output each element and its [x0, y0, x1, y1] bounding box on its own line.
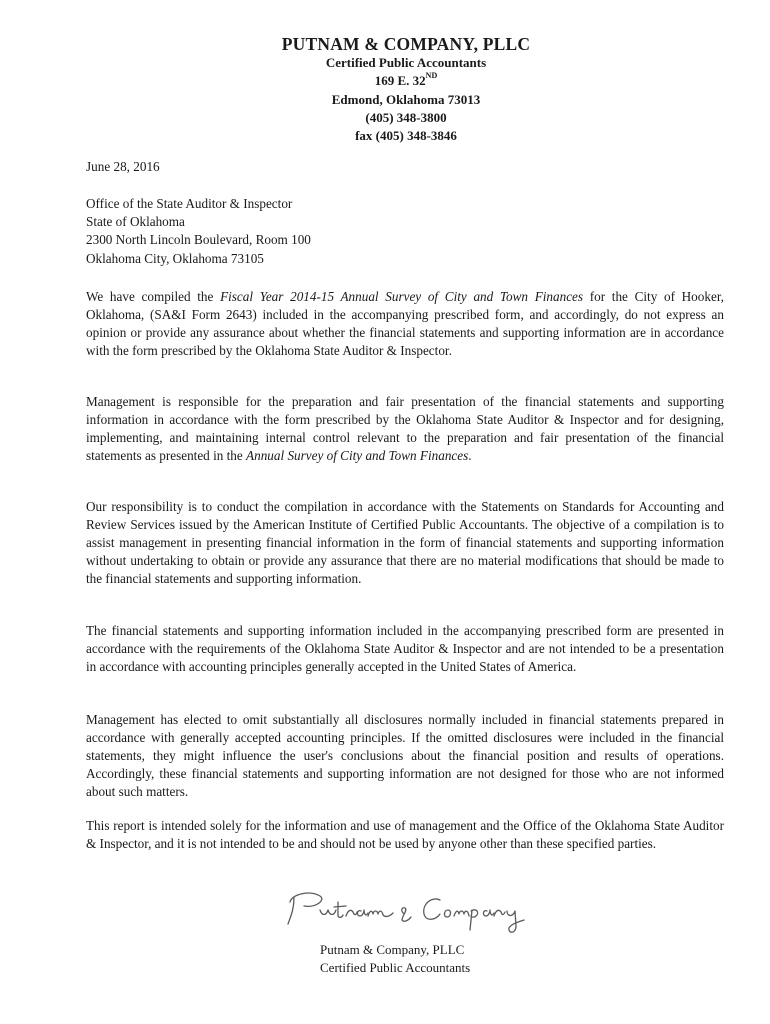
- street-number: 169 E. 32: [374, 73, 426, 89]
- firm-subtitle: Certified Public Accountants: [325, 55, 487, 70]
- paragraph-our-responsibility: Our responsibility is to conduct the compilation in accordance with the Statements on Standards for Accounting and Review Services issued by the American Institute of Certified Public Accountants. The objective of a compilation is to assist management in presenting financial information in the form of financial statements and supporting information without undertaking to obtain or provide any assurance that there are no material modifications that should be made to the financial statements and supporting information.: [86, 499, 724, 587]
- recipient-line-3: 2300 North Lincoln Boulevard, Room 100: [86, 232, 311, 248]
- p2-text-a: Management is responsible for the preparation and fair presentation of the financial statements and supporting information in accordance with the form prescribed by the Oklahoma State Auditor & Inspector and for designing, implementing, and maintaining internal control relevant to the preparation and fair presentation of the financial statements as presented in the: [86, 394, 724, 464]
- p2-text-b: .: [468, 448, 472, 464]
- firm-name: PUTNAM & COMPANY, PLLC: [281, 34, 531, 54]
- paragraph-management-responsibility: [86, 393, 724, 465]
- closing-block: [320, 941, 470, 977]
- p1-survey-title: Fiscal Year 2014-15 Annual Survey of City and Town Finances: [220, 289, 584, 304]
- firm-phone: (405) 348-3800: [365, 109, 447, 125]
- handwritten-signature: [280, 880, 550, 948]
- p1-text-b: for the City of Hooker, Oklahoma, (SA&I Form 2643) included in the accompanying prescribed form, and accordingly, do not express an opinion or provide any assurance about whether the financial statements and supporting information are in accordance with the form prescribed by the Oklahoma State Auditor & Inspector.: [86, 289, 724, 359]
- p1-text-a: We have compiled the: [86, 289, 221, 304]
- paragraph-intended-use: This report is intended solely for the information and use of management and the Office of the Oklahoma State Auditor & Inspector, and it is not intended to be and should not be used by anyone other than these specified parties.: [86, 818, 724, 852]
- closing-firm-name: Putnam & Company, PLLC: [320, 942, 465, 957]
- paragraph-disclosures: Management has elected to omit substantially all disclosures normally included in financial statements prepared in accordance with generally accepted accounting principles. If the omitted disclosures were included in the financial statements, they might influence the user's conclusions about the financial position and results of operations. Accordingly, these financial statements and supporting information are not designed for those who are not informed about such matters.: [86, 712, 724, 800]
- firm-street: [0, 72, 770, 90]
- firm-city: Edmond, Oklahoma 73013: [331, 91, 481, 107]
- closing-firm-title: Certified Public Accountants: [320, 960, 471, 975]
- paragraph-presentation: The financial statements and supporting information included in the accompanying prescribed form are presented in accordance with the requirements of the Oklahoma State Auditor & Inspector and are not intended to be a presentation in accordance with accounting principles generally accepted in the United States of America.: [86, 623, 724, 675]
- recipient-line-1: Office of the State Auditor & Inspector: [86, 196, 293, 211]
- street-suffix: ND: [425, 71, 438, 81]
- letterhead: [0, 34, 770, 145]
- recipient-line-4: Oklahoma City, Oklahoma 73105: [86, 250, 264, 266]
- letter-date: June 28, 2016: [86, 159, 160, 174]
- recipient-address: [86, 195, 311, 268]
- p2-survey-title: Annual Survey of City and Town Finances: [246, 448, 469, 464]
- recipient-line-2: State of Oklahoma: [86, 214, 185, 230]
- firm-fax: fax (405) 348-3846: [355, 128, 457, 144]
- paragraph-compilation: [86, 288, 724, 360]
